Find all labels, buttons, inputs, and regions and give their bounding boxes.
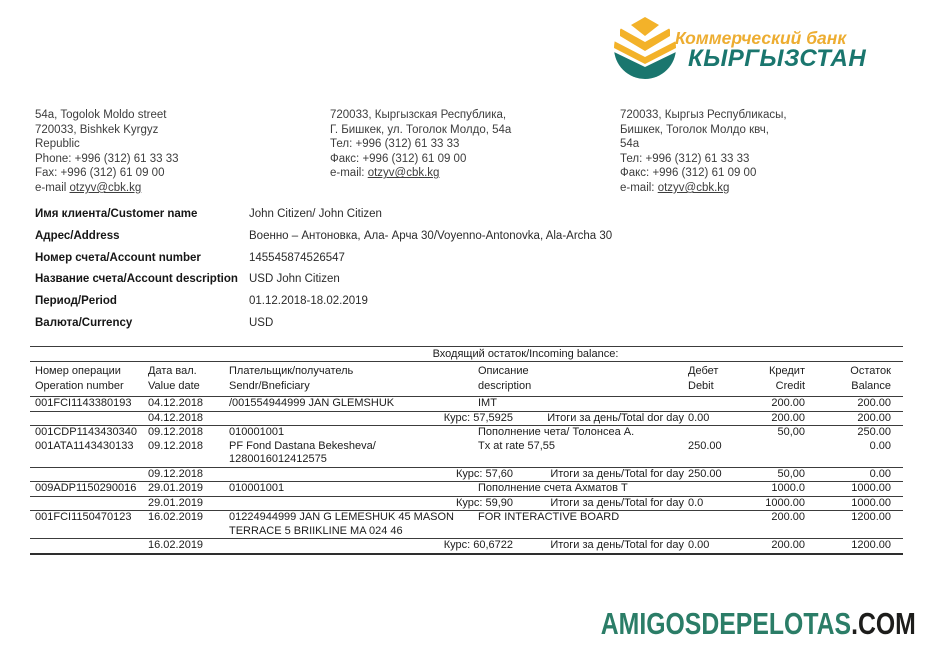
cell-credit: 1000.00 <box>765 496 805 509</box>
table-row-daily-total <box>30 412 903 427</box>
table-row-transaction <box>30 397 903 412</box>
cell-description: Пополнение счета Ахматов Т <box>478 482 628 494</box>
column-header-credit: Кредит Credit <box>768 365 805 392</box>
cell-total-label: Итоги за день/Total dor day <box>547 411 684 424</box>
cell-total-label: Итоги за день/Total for day <box>550 539 684 551</box>
info-label-address: Адрес/Address <box>35 229 120 242</box>
bank-name <box>675 15 866 71</box>
cell-value-date: 04.12.2018 <box>148 411 204 424</box>
table-row-transaction <box>30 511 903 539</box>
cell-operation-number: 001CDP1143430340 <box>35 426 137 438</box>
info-value-currency: USD <box>249 316 274 329</box>
cell-debit <box>688 397 740 411</box>
table-row-transaction <box>30 440 903 468</box>
address-line: Факс: +996 (312) 61 09 00 <box>330 152 467 165</box>
info-value-period: 01.12.2018-18.02.2019 <box>249 295 368 308</box>
watermark-brand: AMIGOSDEPELOTAS <box>600 606 852 641</box>
cell-debit <box>688 426 740 440</box>
cell-description: IMT <box>478 397 497 409</box>
cell-value-date: 04.12.2018 <box>148 397 204 409</box>
address-line: 54a, Togolok Moldo street <box>35 109 167 121</box>
watermark <box>601 607 916 641</box>
cell-sender: 01224944999 JAN G LEMESHUK 45 MASON TERRACE 5 BRIIKLINE MA 024 46 <box>229 511 455 537</box>
cell-value-date: 16.02.2019 <box>148 511 204 523</box>
address-column-english <box>35 108 300 196</box>
cell-description: Пополнение чета/ Толонсеа А. <box>478 426 635 438</box>
bank-name-title: КЫРГЫЗСТАН <box>688 45 867 72</box>
column-header-balance: Остаток Balance <box>850 365 891 392</box>
address-email-line <box>35 181 300 196</box>
cell-debit: 250.00 <box>688 467 722 480</box>
account-info-row <box>35 295 612 317</box>
cell-debit: 0.00 <box>688 539 710 551</box>
address-email-line <box>330 166 595 181</box>
cell-value-date: 09.12.2018 <box>148 439 204 452</box>
cell-balance: 200.00 <box>857 411 891 424</box>
cell-operation-number: 001ATA1143430133 <box>35 439 134 452</box>
cell-credit: 200.00 <box>771 411 805 424</box>
cell-credit: 1000.0 <box>771 482 805 494</box>
account-info-section <box>35 208 612 339</box>
cell-value-date: 16.02.2019 <box>148 539 204 551</box>
info-value-address: Военно – Антоновка, Ала- Арча 30/Voyenno-Antonovka, Ala-Archa 30 <box>249 229 613 242</box>
cell-sender: PF Fond Dastana Bekesheva/ 1280016012412575 <box>229 439 376 465</box>
address-column-kyrgyz <box>620 108 885 196</box>
cell-operation-number <box>30 468 143 482</box>
address-line: Тел: +996 (312) 61 33 33 <box>330 138 460 151</box>
cell-description: Tx at rate 57,55 <box>478 439 556 452</box>
cell-credit: 50,00 <box>777 426 805 438</box>
cell-total-label: Итоги за день/Total for day <box>550 496 684 509</box>
cell-balance: 1200.00 <box>851 511 891 523</box>
info-value-account-description: USD John Citizen <box>249 273 340 286</box>
cell-operation-number <box>30 412 143 426</box>
cell-value-date: 29.01.2019 <box>148 496 204 509</box>
cell-exchange-rate: Курс: 57,60 <box>455 467 513 480</box>
address-line: Тел: +996 (312) 61 33 33 <box>620 152 750 165</box>
watermark-tld: .COM <box>851 606 916 641</box>
address-line: 54а <box>620 138 640 151</box>
address-line: Бишкек, Тоголок Молдо квч, <box>620 123 769 136</box>
account-info-row <box>35 208 612 230</box>
table-row-daily-total <box>30 539 903 555</box>
cell-balance: 1000.00 <box>851 496 891 509</box>
table-row-daily-total <box>30 497 903 512</box>
column-header-value-date: Дата вал. Value date <box>148 365 200 392</box>
table-row-transaction <box>30 426 903 440</box>
cell-total-label: Итоги за день/Total for day <box>550 467 684 480</box>
address-line: Republic <box>35 138 80 151</box>
address-line: Fax: +996 (312) 61 09 00 <box>35 167 165 180</box>
address-column-russian <box>330 108 595 181</box>
account-info-row <box>35 317 612 339</box>
cell-exchange-rate: Курс: 60,6722 <box>443 539 513 551</box>
email-link[interactable]: otzyv@cbk.kg <box>367 167 440 180</box>
cell-operation-number: 001FCI1143380193 <box>35 397 132 409</box>
column-header-description: Описание description <box>478 365 532 392</box>
info-value-account-number: 145545874526547 <box>249 251 345 264</box>
cell-balance: 1000.00 <box>851 482 891 494</box>
email-prefix: e-mail <box>35 181 70 194</box>
address-line: Phone: +996 (312) 61 33 33 <box>35 152 179 165</box>
cell-exchange-rate: Курс: 59,90 <box>455 496 513 509</box>
cell-debit <box>688 511 740 538</box>
column-header-debit: Дебет Debit <box>688 365 719 392</box>
address-email-line <box>620 181 885 196</box>
cell-credit: 200.00 <box>771 511 805 523</box>
cell-exchange-rate: Курс: 57,5925 <box>443 411 513 424</box>
cell-debit: 0.00 <box>688 411 710 424</box>
cell-operation-number: 001FCI1150470123 <box>35 511 132 523</box>
column-header-sender: Плательщик/получатель Sendr/Bneficiary <box>229 365 354 392</box>
cell-operation-number <box>30 539 143 553</box>
cell-balance: 1200.00 <box>851 539 891 551</box>
account-info-row <box>35 252 612 274</box>
address-line: 720033, Bishkek Kyrgyz <box>35 123 159 136</box>
email-link[interactable]: otzyv@cbk.kg <box>69 181 142 194</box>
statement-table <box>30 346 903 555</box>
info-label-account-number: Номер счета/Account number <box>35 251 201 264</box>
cell-debit: 250.00 <box>688 439 722 452</box>
cell-balance: 0.00 <box>869 467 891 480</box>
info-label-period: Период/Period <box>35 295 117 308</box>
cell-operation-number: 009ADP1150290016 <box>35 482 137 494</box>
cell-credit: 200.00 <box>771 397 805 409</box>
address-line: 720033, Кыргыз Республикасы, <box>620 109 787 121</box>
email-prefix: e-mail: <box>620 181 658 194</box>
address-line: Факс: +996 (312) 61 09 00 <box>620 167 757 180</box>
cell-debit: 0.0 <box>688 496 704 509</box>
account-info-row <box>35 273 612 295</box>
cell-description: FOR INTERACTIVE BOARD <box>478 511 620 523</box>
cell-sender: 010001001 <box>229 482 285 494</box>
email-link[interactable]: otzyv@cbk.kg <box>657 181 730 194</box>
table-caption: Входящий остаток/Incoming balance: <box>30 346 903 362</box>
cell-balance: 250.00 <box>857 426 891 438</box>
column-header-operation-number: Номер операции Operation number <box>35 365 124 392</box>
address-line: 720033, Кыргызская Республика, <box>330 109 507 121</box>
cell-sender: /001554944999 JAN GLEMSHUK <box>229 397 395 409</box>
address-line: Г. Бишкек, ул. Тоголок Молдо, 54а <box>330 123 512 136</box>
cell-operation-number <box>30 497 143 511</box>
cell-balance: 200.00 <box>857 397 891 409</box>
cell-credit: 50,00 <box>777 467 805 480</box>
account-info-row <box>35 230 612 252</box>
cell-balance: 0.00 <box>869 439 891 452</box>
cell-sender: 010001001 <box>229 426 285 438</box>
info-label-account-description: Название счета/Account description <box>35 273 238 286</box>
cell-value-date: 09.12.2018 <box>148 426 204 438</box>
table-header-row <box>30 362 903 397</box>
info-value-customer-name: John Citizen/ John Citizen <box>249 208 382 220</box>
cell-value-date: 29.01.2019 <box>148 482 204 494</box>
info-label-customer-name: Имя клиента/Customer name <box>35 208 198 220</box>
bank-name-subtitle: Коммерческий банк <box>675 28 847 48</box>
table-row-transaction <box>30 482 903 497</box>
cell-credit: 200.00 <box>771 539 805 551</box>
email-prefix: e-mail: <box>330 167 368 180</box>
table-row-daily-total <box>30 468 903 483</box>
cell-debit <box>688 482 740 496</box>
info-label-currency: Валюта/Currency <box>35 316 133 329</box>
bank-logo-icon <box>612 15 678 81</box>
cell-credit <box>740 440 808 467</box>
bank-logo <box>612 15 866 81</box>
cell-value-date: 09.12.2018 <box>148 467 204 480</box>
